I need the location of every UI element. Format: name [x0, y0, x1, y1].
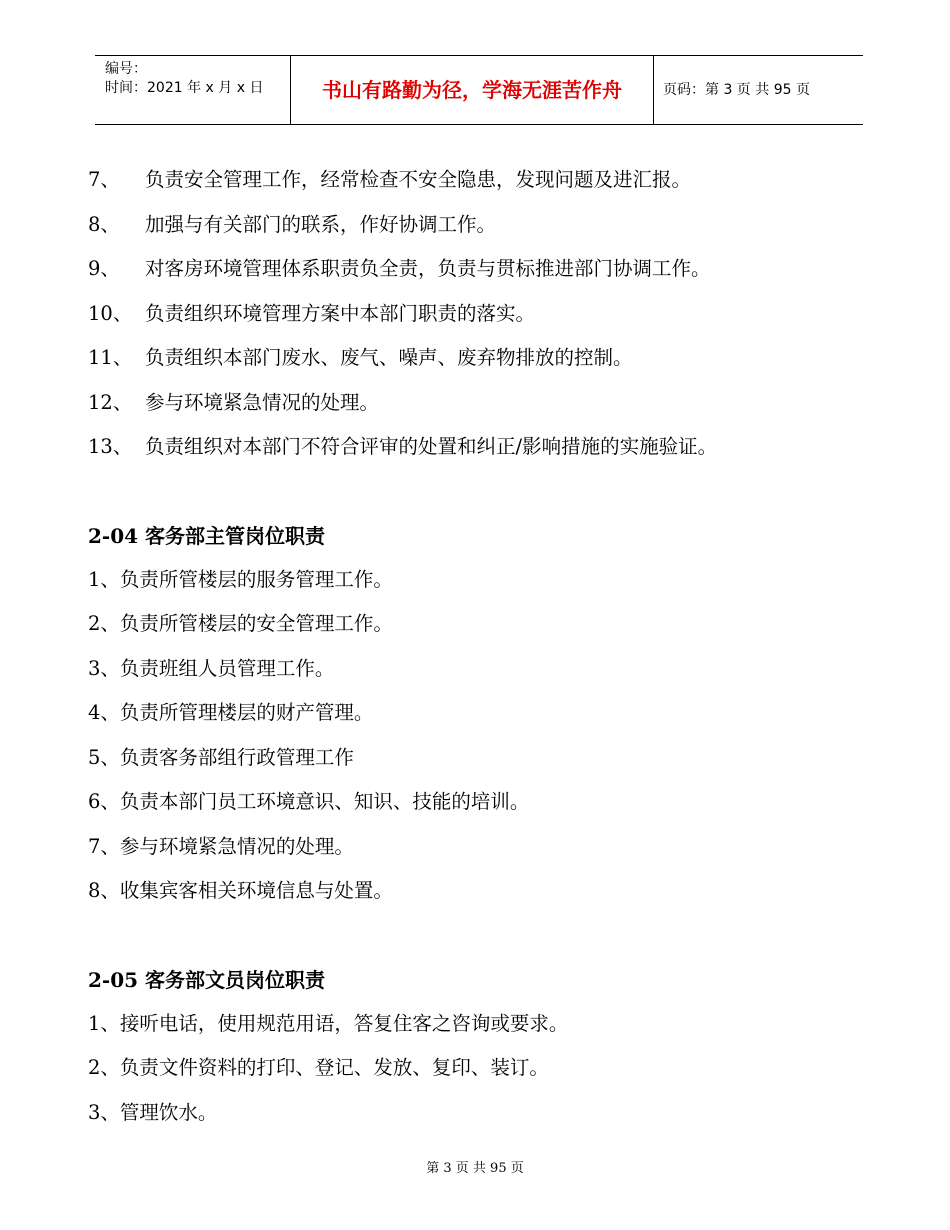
list-item-text: 负责安全管理工作，经常检查不安全隐患，发现问题及进汇报。: [145, 168, 692, 191]
list-item: [88, 338, 878, 383]
list-item-text: 负责组织环境管理方案中本部门职责的落实。: [145, 301, 536, 325]
list-item-text: 负责组织本部门废水、废气、噪声、废弃物排放的控制。: [145, 346, 633, 369]
list-item-number: 10、: [88, 301, 133, 325]
list-item: 6、负责本部门员工环境意识、知识、技能的培训。: [88, 790, 530, 813]
list-item: 7、参与环境紧急情况的处理。: [88, 834, 354, 858]
list-item-text: 加强与有关部门的联系，作好协调工作。: [145, 212, 497, 236]
list-item: 3、负责班组人员管理工作。: [88, 656, 335, 680]
list-item: 2、负责文件资料的打印、登记、发放、复印、装订。: [88, 1056, 549, 1079]
section-spacer: [88, 472, 878, 516]
header-page-info: 页码：第 3 页 共 95 页: [663, 82, 810, 98]
list-item: [88, 249, 878, 294]
list-item: 8、收集宾客相关环境信息与处置。: [88, 879, 393, 902]
list-item-number: 12、: [88, 390, 133, 414]
list-item-number: 8、: [88, 212, 120, 236]
list-item: 3、管理饮水。: [88, 1100, 218, 1124]
list-item: 1、负责所管楼层的服务管理工作。: [88, 567, 393, 591]
list-item: 5、负责客务部组行政管理工作: [88, 745, 354, 769]
list-item-number: 11、: [88, 346, 133, 369]
document-time-label: 时间：2021 年 x 月 x 日: [105, 80, 264, 96]
page-footer: 第 3 页 共 95 页: [426, 1161, 524, 1176]
list-item-number: 13、: [88, 435, 133, 458]
header-divider: [653, 56, 654, 124]
list-item-number: 7、: [88, 168, 120, 191]
list-item: [88, 294, 878, 339]
header-motto: 书山有路勤为径，学海无涯苦作舟: [322, 78, 622, 102]
list-item: [88, 427, 878, 472]
list-item-number: 9、: [88, 257, 120, 280]
list-item-text: 参与环境紧急情况的处理。: [145, 390, 380, 414]
section-heading: 2-05 客务部文员岗位职责: [88, 967, 326, 992]
page-header: [95, 55, 863, 125]
list-item: 2、负责所管楼层的安全管理工作。: [88, 612, 393, 635]
list-item-text: 负责组织对本部门不符合评审的处置和纠正/影响措施的实施验证。: [145, 435, 718, 458]
list-item: 1、接听电话，使用规范用语，答复住客之咨询或要求。: [88, 1011, 569, 1035]
list-item: 4、负责所管理楼层的财产管理。: [88, 701, 374, 724]
section-heading: 2-04 客务部主管岗位职责: [88, 523, 326, 548]
list-item: [88, 383, 878, 428]
document-body: [88, 160, 878, 1137]
section-spacer: [88, 916, 878, 960]
document-number-label: 编号：: [105, 61, 147, 77]
list-item: [88, 160, 878, 205]
header-meta: [105, 60, 263, 98]
list-item: [88, 205, 878, 250]
list-item-text: 对客房环境管理体系职责负全责，负责与贯标推进部门协调工作。: [145, 257, 711, 280]
